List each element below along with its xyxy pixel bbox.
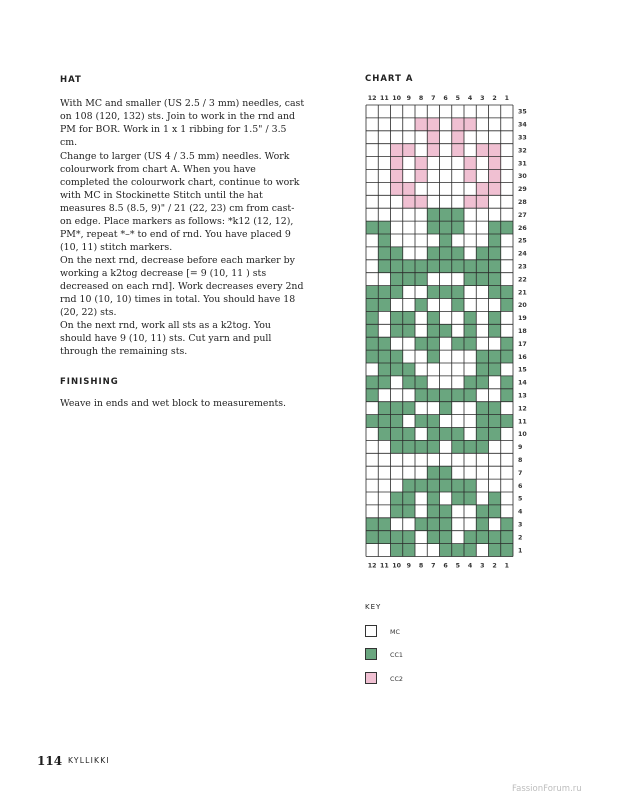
chart-cell-cc1 (464, 311, 476, 324)
chart-cell-cc2 (415, 157, 427, 170)
chart-cell-cc2 (476, 195, 488, 208)
chart-cell-cc1 (378, 518, 390, 531)
column-label-top: 3 (480, 95, 485, 102)
chart-cell-cc1 (378, 402, 390, 415)
chart-cell-cc1 (452, 221, 464, 234)
chart-cell-cc1 (464, 324, 476, 337)
column-label-bottom: 12 (367, 562, 377, 570)
chart-cell-cc2 (415, 195, 427, 208)
row-label: 20 (518, 302, 527, 310)
chart-cell-cc2 (489, 170, 501, 183)
chart-cell-cc2 (391, 170, 403, 183)
chart-cell-cc1 (391, 273, 403, 286)
chart-cell-cc1 (415, 299, 427, 312)
chart-cell-cc1 (501, 389, 513, 402)
chart-cell-cc1 (415, 415, 427, 428)
chart-cell-cc1 (378, 350, 390, 363)
chart-cell-cc1 (476, 247, 488, 260)
chart-cell-cc1 (427, 440, 439, 453)
row-label: 23 (518, 263, 527, 271)
page-number: 114 (37, 754, 63, 768)
row-label: 6 (518, 482, 523, 490)
chart-cell-cc2 (415, 170, 427, 183)
column-label-bottom: 10 (392, 562, 402, 570)
chart-cell-cc1 (403, 376, 415, 389)
row-label: 32 (518, 147, 527, 155)
chart-cell-cc1 (476, 363, 488, 376)
chart-cell-cc1 (427, 337, 439, 350)
chart-cell-cc1 (427, 247, 439, 260)
chart-cell-cc1 (489, 505, 501, 518)
chart-cell-cc1 (452, 479, 464, 492)
chart-cell-cc1 (427, 286, 439, 299)
column-label-top: 7 (431, 95, 436, 102)
chart-cell-cc2 (452, 131, 464, 144)
row-label: 1 (518, 547, 523, 555)
chart-cell-cc1 (464, 544, 476, 557)
section-title-hat: HAT (60, 75, 82, 85)
chart-cell-cc1 (427, 415, 439, 428)
chart-cell-cc1 (452, 544, 464, 557)
chart-cell-cc1 (501, 350, 513, 363)
chart-cell-cc1 (366, 337, 378, 350)
chart-cell-cc2 (464, 157, 476, 170)
chart-cell-cc1 (489, 531, 501, 544)
row-label: 28 (518, 198, 527, 206)
chart-cell-cc2 (427, 144, 439, 157)
chart-cell-cc1 (366, 324, 378, 337)
chart-cell-cc1 (476, 518, 488, 531)
column-label-top: 5 (455, 95, 461, 102)
chart-cell-cc1 (427, 531, 439, 544)
chart-cell-cc1 (415, 518, 427, 531)
chart-cell-cc1 (378, 531, 390, 544)
chart-cell-cc1 (391, 311, 403, 324)
chart-cell-cc1 (427, 505, 439, 518)
chart-cell-cc1 (427, 466, 439, 479)
chart-cell-cc1 (464, 440, 476, 453)
chart-cell-cc1 (378, 234, 390, 247)
chart-cell-cc1 (476, 428, 488, 441)
chart-cell-cc1 (489, 350, 501, 363)
column-label-top: 8 (418, 95, 424, 102)
chart-cell-cc1 (489, 311, 501, 324)
chart-cell-cc1 (440, 518, 452, 531)
chart-cell-cc1 (501, 531, 513, 544)
chart-cell-cc1 (391, 440, 403, 453)
chart-cell-cc1 (391, 324, 403, 337)
chart-cell-cc1 (440, 402, 452, 415)
column-label-top: 12 (367, 95, 377, 102)
chart-cell-cc1 (415, 440, 427, 453)
chart-cell-cc1 (378, 376, 390, 389)
chart-cell-cc1 (378, 363, 390, 376)
row-label: 17 (518, 340, 527, 348)
chart-cell-cc1 (476, 376, 488, 389)
column-label-bottom: 7 (431, 562, 436, 570)
column-label-top: 11 (379, 95, 389, 102)
key-swatch-cc2 (365, 672, 377, 684)
chart-cell-cc1 (476, 440, 488, 453)
chart-cell-cc1 (476, 273, 488, 286)
chart-cell-cc1 (440, 208, 452, 221)
row-label: 15 (518, 366, 527, 374)
chart-cell-cc1 (366, 389, 378, 402)
column-label-bottom: 4 (467, 562, 473, 570)
row-label: 33 (518, 134, 527, 142)
chart-cell-cc1 (403, 311, 415, 324)
chart-cell-cc1 (464, 376, 476, 389)
row-label: 21 (518, 289, 527, 297)
chart-cell-cc1 (427, 492, 439, 505)
row-label: 34 (518, 121, 527, 129)
chart-cell-cc1 (366, 376, 378, 389)
footer-brand: KYLLIKKI (68, 756, 110, 765)
chart-cell-cc2 (403, 182, 415, 195)
chart-cell-cc1 (391, 544, 403, 557)
chart-cell-cc1 (489, 544, 501, 557)
chart-cell-cc1 (464, 273, 476, 286)
chart-cell-cc1 (440, 544, 452, 557)
chart-cell-cc1 (403, 531, 415, 544)
row-label: 27 (518, 211, 527, 219)
row-label: 18 (518, 327, 527, 335)
chart-cell-cc1 (403, 544, 415, 557)
chart-cell-cc1 (440, 247, 452, 260)
chart-cell-cc1 (489, 247, 501, 260)
hat-paragraph-3: On the next rnd, decrease before each marker by working a k2tog decrease [= 9 (10, 11 ) sts decreased on each rnd]. Work decreases every 2nd rnd 10 (10, 10) times in total. You should have 18 (20, 22) sts. (60, 255, 304, 318)
chart-cell-cc1 (415, 376, 427, 389)
chart-cell-cc1 (476, 415, 488, 428)
chart-cell-cc1 (476, 402, 488, 415)
chart-cell-cc1 (403, 273, 415, 286)
chart-cell-cc1 (464, 492, 476, 505)
row-label: 9 (518, 444, 523, 452)
chart-cell-cc1 (464, 479, 476, 492)
chart-cell-cc2 (464, 195, 476, 208)
chart-cell-cc1 (464, 389, 476, 402)
chart-cell-cc1 (440, 324, 452, 337)
row-label: 16 (518, 353, 527, 361)
column-label-bottom: 11 (379, 562, 389, 570)
chart-cell-cc1 (391, 402, 403, 415)
chart-cell-cc1 (366, 299, 378, 312)
row-label: 14 (518, 379, 527, 387)
chart-cell-cc1 (366, 415, 378, 428)
chart-cell-cc1 (391, 350, 403, 363)
key-title: KEY (365, 603, 382, 611)
row-label: 22 (518, 276, 527, 284)
chart-cell-cc1 (489, 221, 501, 234)
key-swatch-mc (365, 625, 377, 637)
chart-cell-cc1 (452, 428, 464, 441)
chart-cell-cc1 (440, 286, 452, 299)
row-label: 12 (518, 405, 527, 413)
hat-paragraph-2: Change to larger (US 4 / 3.5 mm) needles. Work colourwork from chart A. When you have completed the colourwork chart, continue to work with MC in Stockinette Stitch until the hat measures 8.5 (8.5, 9)" / 21 (22, 23) cm from cast-on edge. Place markers as follows: *k12 (12, 12), PM*, repeat *–* to end of rnd. You have placed 9 (10, 11) stitch markers. (60, 151, 300, 253)
chart-cell-cc1 (440, 466, 452, 479)
chart-cell-cc2 (427, 118, 439, 131)
chart-cell-cc1 (452, 440, 464, 453)
chart-cell-cc1 (427, 518, 439, 531)
chart-cell-cc1 (476, 260, 488, 273)
chart-cell-cc1 (489, 415, 501, 428)
key-label-cc1: CC1 (390, 651, 403, 659)
column-label-bottom: 9 (406, 562, 412, 570)
column-label-bottom: 5 (455, 562, 461, 570)
chart-cell-cc2 (476, 182, 488, 195)
chart-cell-cc2 (391, 157, 403, 170)
chart-cell-cc1 (501, 518, 513, 531)
chart-title: CHART A (365, 74, 414, 84)
chart-cell-cc1 (501, 221, 513, 234)
key-swatch-cc1 (365, 648, 377, 660)
row-label: 26 (518, 224, 527, 232)
chart-cell-cc1 (378, 428, 390, 441)
row-label: 24 (518, 250, 527, 258)
chart-cell-cc1 (452, 260, 464, 273)
chart-cell-cc1 (452, 337, 464, 350)
column-label-bottom: 8 (418, 562, 424, 570)
row-label: 31 (518, 160, 527, 168)
row-label: 30 (518, 173, 527, 181)
chart-cell-cc1 (489, 363, 501, 376)
hat-paragraph-4: On the next rnd, work all sts as a k2tog. You should have 9 (10, 11) sts. Cut yarn and pull through the remaining sts. (60, 320, 272, 357)
chart-cell-cc1 (476, 505, 488, 518)
chart-cell-cc1 (489, 402, 501, 415)
chart-cell-cc1 (366, 350, 378, 363)
chart-cell-cc1 (378, 337, 390, 350)
chart-cell-cc1 (403, 492, 415, 505)
chart-cell-cc1 (403, 363, 415, 376)
chart-cell-cc1 (403, 505, 415, 518)
column-label-bottom: 2 (492, 562, 497, 570)
chart-cell-cc1 (391, 415, 403, 428)
chart-cell-cc1 (378, 221, 390, 234)
chart-cell-cc1 (403, 428, 415, 441)
chart-cell-cc2 (427, 131, 439, 144)
chart-cell-cc1 (403, 402, 415, 415)
chart-cell-cc2 (489, 144, 501, 157)
chart-cell-cc1 (415, 337, 427, 350)
chart-cell-cc1 (464, 531, 476, 544)
chart-cell-cc1 (464, 337, 476, 350)
chart-cell-cc2 (391, 182, 403, 195)
chart-cell-cc2 (391, 144, 403, 157)
chart-cell-cc1 (415, 260, 427, 273)
chart-cell-cc1 (391, 260, 403, 273)
chart-cell-cc1 (427, 428, 439, 441)
chart-cell-cc1 (427, 208, 439, 221)
row-label: 25 (518, 237, 527, 245)
chart-cell-cc1 (391, 505, 403, 518)
chart-cell-cc1 (403, 324, 415, 337)
chart-cell-cc1 (427, 221, 439, 234)
column-label-top: 9 (406, 95, 412, 102)
column-label-bottom: 6 (443, 562, 448, 570)
chart-cell-cc1 (427, 389, 439, 402)
chart-cell-cc1 (501, 544, 513, 557)
chart-cell-cc1 (415, 273, 427, 286)
chart-cell-cc1 (378, 286, 390, 299)
chart-cell-cc2 (464, 118, 476, 131)
chart-cell-cc1 (415, 479, 427, 492)
row-label: 35 (518, 108, 527, 116)
row-label: 5 (518, 495, 523, 503)
row-label: 7 (518, 469, 523, 477)
chart-cell-cc1 (501, 286, 513, 299)
chart-cell-cc1 (427, 350, 439, 363)
chart-cell-cc1 (440, 234, 452, 247)
chart-cell-cc1 (366, 311, 378, 324)
chart-cell-cc1 (440, 531, 452, 544)
column-label-bottom: 1 (504, 562, 510, 570)
chart-cell-cc1 (391, 247, 403, 260)
row-label: 29 (518, 186, 527, 194)
chart-cell-cc1 (366, 518, 378, 531)
chart-cell-cc1 (440, 221, 452, 234)
chart-cell-cc1 (440, 479, 452, 492)
chart-cell-cc1 (391, 492, 403, 505)
chart-cell-cc1 (378, 247, 390, 260)
chart-cell-cc1 (403, 260, 415, 273)
row-label: 2 (518, 534, 523, 542)
chart-cell-cc1 (501, 299, 513, 312)
chart-cell-cc2 (403, 195, 415, 208)
watermark: FassionForum.ru (512, 784, 582, 794)
chart-cell-cc2 (403, 144, 415, 157)
key-label-mc: MC (390, 628, 400, 636)
chart-cell-cc1 (427, 311, 439, 324)
chart-cell-cc1 (476, 350, 488, 363)
chart-cell-cc1 (378, 299, 390, 312)
chart-cell-cc1 (391, 531, 403, 544)
column-label-top: 1 (504, 95, 510, 102)
key-label-cc2: CC2 (390, 675, 403, 683)
chart-cell-cc1 (403, 440, 415, 453)
row-label: 3 (518, 521, 523, 529)
chart-cell-cc1 (452, 247, 464, 260)
chart-cell-cc1 (501, 337, 513, 350)
chart-cell-cc2 (476, 144, 488, 157)
chart-cell-cc1 (427, 260, 439, 273)
chart-cell-cc2 (489, 182, 501, 195)
column-label-top: 6 (443, 95, 448, 102)
section-title-finishing: FINISHING (60, 377, 119, 387)
chart-cell-cc1 (452, 389, 464, 402)
chart-cell-cc2 (452, 144, 464, 157)
chart-cell-cc1 (440, 505, 452, 518)
row-label: 10 (518, 431, 527, 439)
column-label-top: 10 (392, 95, 402, 102)
column-label-bottom: 3 (480, 562, 485, 570)
column-label-top: 4 (467, 95, 473, 102)
chart-cell-cc2 (452, 118, 464, 131)
row-label: 19 (518, 315, 527, 323)
chart-cell-cc2 (415, 118, 427, 131)
chart-cell-cc1 (415, 389, 427, 402)
chart-cell-cc1 (391, 428, 403, 441)
hat-paragraph-1: With MC and smaller (US 2.5 / 3 mm) needles, cast on 108 (120, 132) sts. Join to work in the rnd and PM for BOR. Work in 1 x 1 ribbing for 1.5" / 3.5 cm. (60, 98, 305, 148)
chart-cell-cc1 (366, 286, 378, 299)
chart-cell-cc2 (489, 157, 501, 170)
chart-cell-cc1 (440, 260, 452, 273)
chart-cell-cc1 (378, 415, 390, 428)
chart-cell-cc1 (366, 531, 378, 544)
chart-cell-cc1 (452, 208, 464, 221)
chart-cell-cc1 (501, 415, 513, 428)
chart-cell-cc1 (489, 273, 501, 286)
chart-cell-cc1 (366, 221, 378, 234)
chart-cell-cc1 (427, 324, 439, 337)
chart-cell-cc1 (489, 324, 501, 337)
chart-cell-cc1 (452, 492, 464, 505)
chart-cell-cc1 (452, 286, 464, 299)
chart-cell-cc1 (476, 531, 488, 544)
chart-cell-cc1 (440, 428, 452, 441)
chart-cell-cc1 (427, 479, 439, 492)
row-label: 8 (518, 456, 523, 464)
column-label-top: 2 (492, 95, 497, 102)
row-label: 11 (518, 418, 527, 426)
chart-cell-cc1 (489, 234, 501, 247)
chart-cell-cc1 (489, 428, 501, 441)
chart-cell-cc1 (489, 286, 501, 299)
chart-cell-cc1 (489, 492, 501, 505)
chart-cell-cc1 (489, 260, 501, 273)
row-label: 13 (518, 392, 527, 400)
finishing-text: Weave in ends and wet block to measurements. (60, 398, 287, 409)
chart-cell-cc1 (501, 376, 513, 389)
chart-cell-cc1 (378, 260, 390, 273)
chart-cell-cc1 (391, 286, 403, 299)
chart-cell-cc1 (464, 260, 476, 273)
chart-cell-cc1 (403, 479, 415, 492)
chart-cell-cc1 (440, 389, 452, 402)
chart-cell-cc2 (464, 170, 476, 183)
row-label: 4 (518, 508, 523, 516)
chart-cell-cc1 (391, 363, 403, 376)
chart-cell-cc1 (452, 299, 464, 312)
